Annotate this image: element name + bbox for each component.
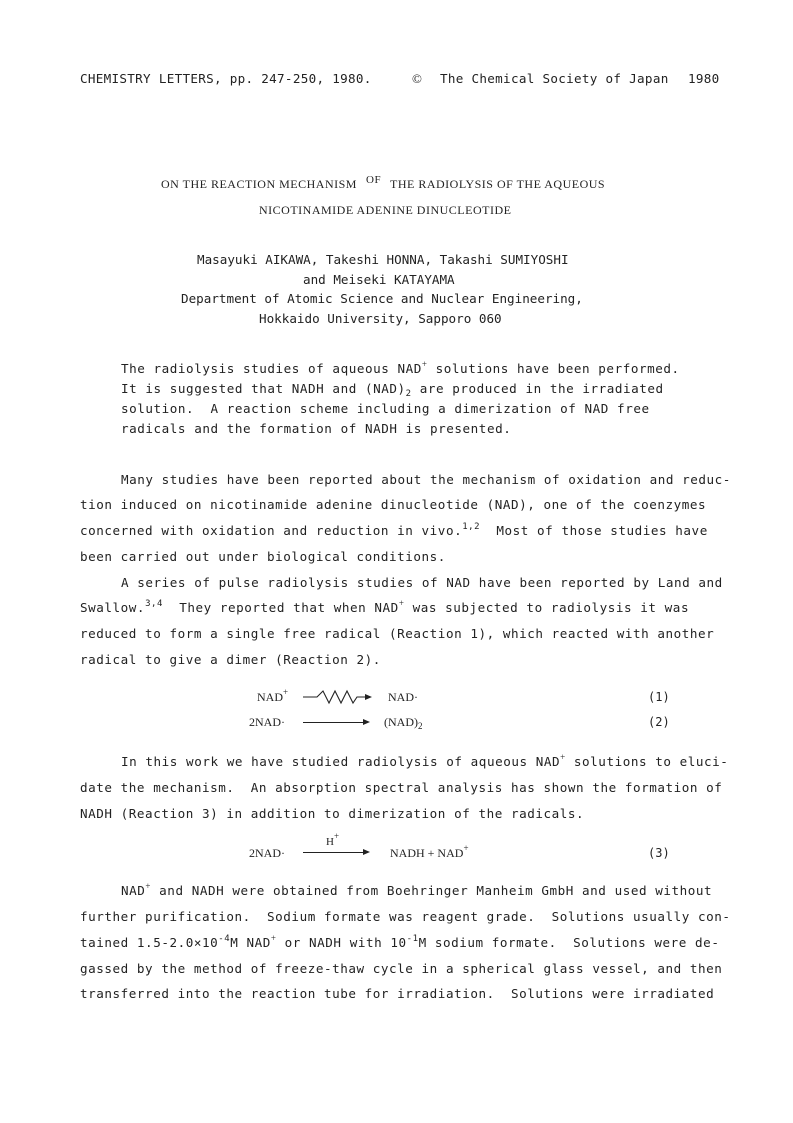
para4-line-1: NAD+ and NADH were obtained from Boehringer Manheim GmbH and used without [121,881,713,898]
reaction3-product: NADH + NAD+ [390,843,469,860]
header-year: 1980 [688,71,720,86]
authors-line-2: and Meiseki KATAYAMA [303,272,455,287]
para2-line-1: A series of pulse radiolysis studies of NAD have been reported by Land and [121,575,723,590]
authors-line-1: Masayuki AIKAWA, Takeshi HONNA, Takashi SUMIYOSHI [197,252,569,267]
reaction1-product: NAD· [388,690,418,704]
para2-line-2: Swallow.$^{3,4}$ They reported that when NAD+ was subjected to radiolysis it was [80,598,690,615]
affiliation-line-1: Department of Atomic Science and Nuclear Engineering, [181,291,583,306]
radiolysis-wavy-arrow [303,689,373,705]
para1-line-4: been carried out under biological conditions. [80,549,446,564]
journal-citation: CHEMISTRY LETTERS, pp. 247-250, 1980. [80,71,372,86]
affiliation-line-2: Hokkaido University, Sapporo 060 [259,311,502,326]
para4-line-4: gassed by the method of freeze-thaw cycle in a spherical glass vessel, and then [80,961,723,976]
reaction2-reactant: 2NAD· [249,715,285,729]
copyright-symbol: © [412,71,423,86]
para4-line-3: tained $1.5-2.0\times 10^{-4}M$ NAD+ or NADH with $10^{-1}M$ sodium formate. Solutions were de- [80,933,720,950]
abstract-line-1: The radiolysis studies of aqueous NAD+ solutions have been performed. [121,359,680,376]
para2-line-3: reduced to form a single free radical (Reaction 1), which reacted with another [80,626,715,641]
reaction3-arrow-head [363,849,370,855]
para2-line-4: radical to give a dimer (Reaction 2). [80,652,381,667]
para1-line-1: Many studies have been reported about the mechanism of oxidation and reduc- [121,472,731,487]
reaction3-catalyst: H+ [326,831,340,848]
para3-line-1: In this work we have studied radiolysis of aqueous NAD+ solutions to eluci- [121,752,729,769]
abstract-line-4: radicals and the formation of NADH is presented. [121,421,512,436]
reaction2-arrow-head [363,719,370,725]
reaction1-number: (1) [648,690,670,704]
para3-line-3: NADH (Reaction 3) in addition to dimerization of the radicals. [80,806,585,821]
para4-line-2: further purification. Sodium formate was reagent grade. Solutions usually con- [80,909,731,924]
title-line-2: NICOTINAMIDE ADENINE DINUCLEOTIDE [259,203,512,217]
abstract-line-3: solution. A reaction scheme including a dimerization of NAD free [121,401,650,416]
reaction2-number: (2) [648,715,670,729]
para1-line-3: concerned with oxidation and reduction in vivo.$^{1,2}$ Most of those studies have [80,522,708,538]
reaction3-number: (3) [648,846,670,860]
para1-line-2: tion induced on nicotinamide adenine dinucleotide (NAD), one of the coenzymes [80,497,707,512]
title-line-1-of: OF [366,174,382,186]
society-name: The Chemical Society of Japan [440,71,669,86]
reaction3-arrow-line [303,852,363,853]
abstract-line-2: It is suggested that NADH and $(NAD)_2$ are produced in the irradiated [121,381,664,399]
reaction2-product: $(NAD)_2$ [384,715,423,731]
title-line-1b: THE RADIOLYSIS OF THE AQUEOUS [390,177,606,191]
reaction1-reactant: NAD+ [257,687,289,704]
title-line-1a: ON THE REACTION MECHANISM [161,177,357,191]
para4-line-5: transferred into the reaction tube for irradiation. Solutions were irradiated [80,986,715,1001]
reaction3-reactant: 2NAD· [249,846,285,860]
para3-line-2: date the mechanism. An absorption spectral analysis has shown the formation of [80,780,723,795]
reaction2-arrow-line [303,722,363,723]
